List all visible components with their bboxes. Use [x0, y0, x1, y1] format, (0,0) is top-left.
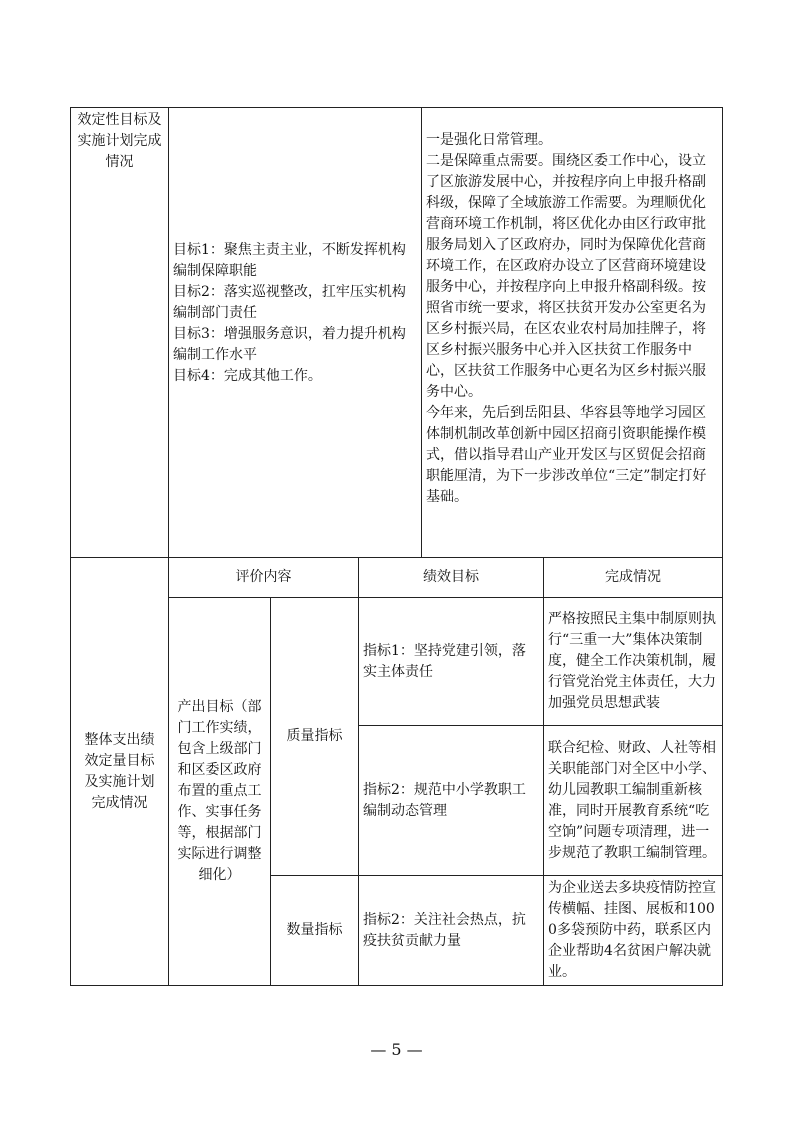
- qualitative-label: 效定性目标及实施计划完成情况: [77, 112, 162, 170]
- indicator-2-completion: 联合纪检、财政、人社等相关职能部门对全区中小学、幼儿园教职工编制重新核准，同时开展教育系统“吃空饷”问题专项清理，进一步规范了教职工编制管理。: [544, 726, 723, 876]
- header-completion: 完成情况: [544, 558, 723, 598]
- indicator-1: 指标1：坚持党建引领，落实主体责任: [359, 598, 544, 726]
- qualitative-label-cell: [71, 108, 169, 558]
- indicator-3: 指标2：关注社会热点，抗疫扶贫贡献力量: [359, 876, 544, 986]
- document-page: [70, 107, 722, 986]
- completion-paragraph-3: 今年来，先后到岳阳县、华容县等地学习园区体制机制改革创新中园区招商引资职能操作模式，借以指导君山产业开发区与区贸促会招商职能厘清，为下一步涉改单位“三定”制定打好基础。: [426, 405, 707, 505]
- target-4: 目标4：完成其他工作。: [173, 368, 322, 384]
- quantitative-label-cell: [71, 558, 169, 986]
- output-goal-label: 产出目标（部门工作实绩，包含上级部门和区委区政府布置的重点工作、实事任务等，根据部门实际进行调整细化）: [177, 699, 262, 883]
- output-goal-cell: [169, 598, 271, 986]
- target-3: 目标3：增强服务意识，着力提升机构编制工作水平: [173, 326, 406, 363]
- qualitative-targets-cell: [169, 108, 422, 558]
- quantity-indicator-category: 数量指标: [271, 876, 359, 986]
- qualitative-completion-cell: [422, 108, 723, 558]
- performance-table: [70, 107, 723, 986]
- target-1: 目标1：聚焦主责主业，不断发挥机构编制保障职能: [173, 242, 406, 279]
- indicator-1-completion: 严格按照民主集中制原则执行“三重一大”集体决策制度，健全工作决策机制，履行管党治党主体责任，大力加强党员思想武装: [544, 598, 723, 726]
- completion-paragraph-1: 一是强化日常管理。: [426, 132, 553, 148]
- header-content: 评价内容: [169, 558, 359, 598]
- indicator-2: 指标2：规范中小学教职工编制动态管理: [359, 726, 544, 876]
- quantitative-label: 整体支出绩效定量目标及实施计划完成情况: [84, 731, 155, 811]
- completion-paragraph-2: 二是保障重点需要。围绕区委工作中心，设立了区旅游发展中心，并按程序向上申报升格副科级，保障了全域旅游工作需要。为理顺优化营商环境工作机制，将区优化办由区行政审批服务局划入了区政府办，同时为保障优化营商环境工作，在区政府办设立了区营商环境建设服务中心，并按程序向上申报升格副科级。按照省市统一要求，将区扶贫开发办公室更名为区乡村振兴局，在区农业农村局加挂牌子，将区乡村振兴服务中心并入区扶贫工作服务中心，区扶贫工作服务中心更名为区乡村振兴服务中心。: [426, 153, 707, 400]
- quality-indicator-category: 质量指标: [271, 598, 359, 876]
- page-number: — 5 —: [370, 1040, 423, 1059]
- quantitative-header-row: [71, 558, 723, 598]
- indicator-3-completion: 为企业送去多块疫情防控宣传横幅、挂图、展板和1000多袋预防中药，联系区内企业帮助4名贫困户解决就业。: [544, 876, 723, 986]
- target-2: 目标2：落实巡视整改，扛牢压实机构编制部门责任: [173, 284, 406, 321]
- qualitative-row: [71, 108, 723, 558]
- header-goal: 绩效目标: [359, 558, 544, 598]
- table-row: [71, 598, 723, 726]
